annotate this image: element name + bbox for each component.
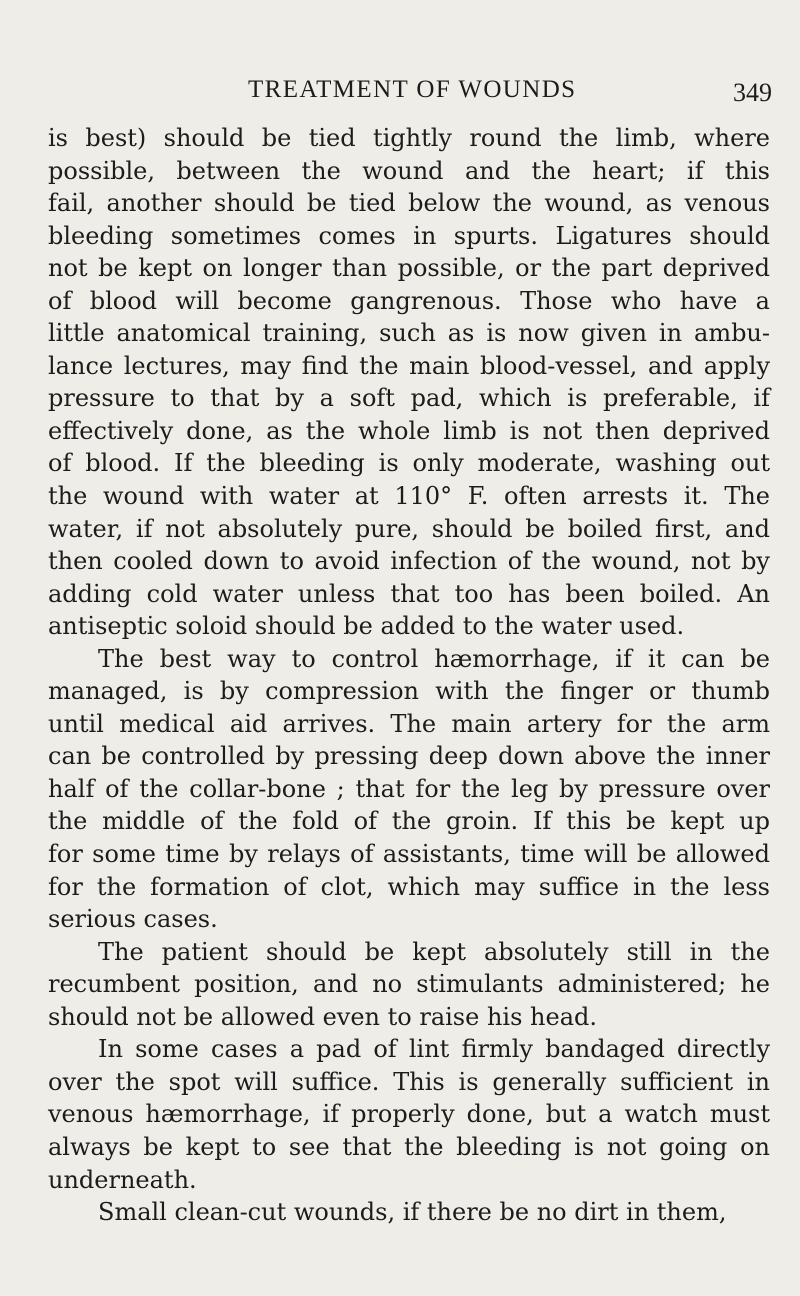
text-line: recumbent position, and no stimulants administered; he: [48, 970, 770, 999]
text-line: venous hæmorrhage, if properly done, but a watch must: [48, 1100, 770, 1129]
running-title: TREATMENT OF WOUNDS: [248, 76, 577, 103]
text-line: managed, is by compression with the finger or thumb: [48, 677, 770, 706]
text-line: fail, another should be tied below the wound, as venous: [48, 189, 770, 218]
text-line: the middle of the fold of the groin. If this be kept up: [48, 807, 770, 836]
text-line: little anatomical training, such as is now given in ambu-: [48, 319, 770, 348]
body-text: [48, 122, 770, 1229]
text-line: always be kept to see that the bleeding is not going on: [48, 1132, 770, 1161]
text-line: The best way to control hæmorrhage, if it can be: [98, 644, 770, 673]
paragraph: [48, 122, 770, 643]
text-line: underneath.: [48, 1165, 197, 1194]
text-line: of blood. If the bleeding is only moderate, washing out: [48, 449, 770, 478]
text-line: over the spot will suffice. This is generally sufficient in: [48, 1067, 770, 1096]
page-number: 349: [733, 78, 772, 107]
text-line: serious cases.: [48, 905, 218, 934]
paragraph: [48, 1033, 770, 1196]
text-line: possible, between the wound and the heart; if this: [48, 156, 770, 185]
text-line: not be kept on longer than possible, or the part deprived: [48, 254, 770, 283]
text-line: then cooled down to avoid infection of the wound, not by: [48, 547, 770, 576]
text-line: for some time by relays of assistants, time will be allowed: [48, 840, 770, 869]
text-line: The patient should be kept absolutely still in the: [98, 937, 770, 966]
text-line: antiseptic soloid should be added to the water used.: [48, 612, 685, 641]
text-line: can be controlled by pressing deep down above the inner: [48, 742, 770, 771]
paragraph: [48, 1196, 770, 1229]
running-head: [0, 76, 800, 108]
paragraph: [48, 936, 770, 1034]
text-line: In some cases a pad of lint firmly bandaged directly: [98, 1035, 770, 1064]
text-line: bleeding sometimes comes in spurts. Ligatures should: [48, 221, 770, 250]
text-line: lance lectures, may find the main blood-vessel, and apply: [48, 351, 770, 380]
text-line: of blood will become gangrenous. Those who have a: [48, 286, 770, 315]
text-line: the wound with water at 110° F. often arrests it. The: [48, 482, 770, 511]
text-line: for the formation of clot, which may suffice in the less: [48, 872, 770, 901]
text-line: Small clean-cut wounds, if there be no dirt in them,: [98, 1198, 727, 1227]
text-line: pressure to that by a soft pad, which is preferable, if: [48, 384, 770, 413]
text-line: water, if not absolutely pure, should be boiled first, and: [48, 514, 770, 543]
text-line: half of the collar-bone ; that for the leg by pressure over: [48, 774, 770, 803]
paragraph: [48, 643, 770, 936]
text-line: effectively done, as the whole limb is not then deprived: [48, 416, 770, 445]
text-line: until medical aid arrives. The main artery for the arm: [48, 709, 770, 738]
text-line: adding cold water unless that too has been boiled. An: [48, 579, 770, 608]
text-line: is best) should be tied tightly round the limb, where: [48, 124, 770, 152]
text-line: should not be allowed even to raise his head.: [48, 1002, 597, 1031]
